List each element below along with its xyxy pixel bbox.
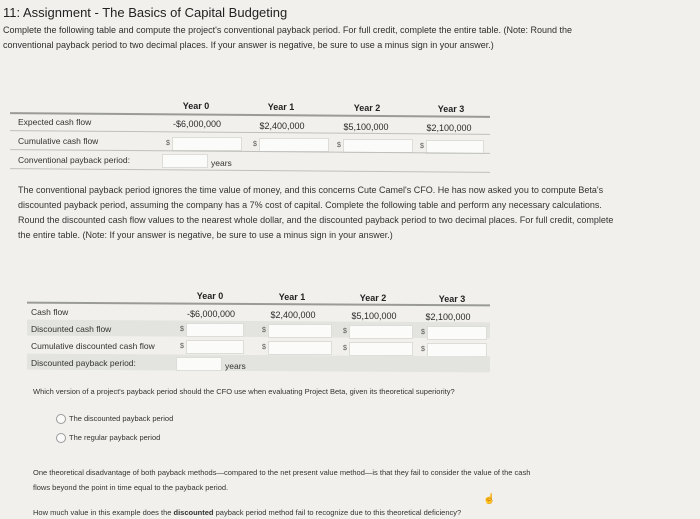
note-line: flows beyond the point in time equal to the payback period. xyxy=(33,483,229,492)
question-value-unrecognized xyxy=(33,508,461,517)
cumulative-cash-flow-year0-input[interactable] xyxy=(172,137,242,151)
table1-header-year2: Year 2 xyxy=(353,103,381,113)
option-regular-payback[interactable]: The regular payback period xyxy=(69,433,161,442)
instructions xyxy=(3,23,693,53)
discounted-cash-flow-label: Discounted cash flow xyxy=(31,324,112,334)
cumulative-discounted-year0-input[interactable] xyxy=(186,340,244,354)
discounted-payback-input[interactable] xyxy=(176,357,222,371)
question-which-version: Which version of a project's payback period should the CFO use when evaluating Project Beta, given its theoretical superiority? xyxy=(33,387,455,396)
disadvantage-note xyxy=(33,465,673,495)
currency-symbol: $ xyxy=(421,346,425,353)
conventional-payback-input[interactable] xyxy=(162,154,208,168)
discounted-cash-flow-year0-input[interactable] xyxy=(186,323,244,337)
expected-cash-flow-year2: $5,100,000 xyxy=(343,122,389,132)
discounted-cash-flow-year1-input[interactable] xyxy=(268,324,332,338)
table2-header-year3: Year 3 xyxy=(438,294,466,304)
discounted-cash-flow-year3-input[interactable] xyxy=(427,326,487,340)
expected-cash-flow-year3: $2,100,000 xyxy=(426,123,472,133)
cumulative-discounted-year2-input[interactable] xyxy=(349,342,413,356)
question2-bold: discounted xyxy=(173,508,214,517)
option-discounted-payback[interactable]: The discounted payback period xyxy=(69,414,174,423)
currency-symbol: $ xyxy=(180,326,184,333)
currency-symbol: $ xyxy=(166,140,170,147)
note-line: One theoretical disadvantage of both payback methods—compared to the net present value method—is that they fail to consider the value of the cash xyxy=(33,468,531,477)
table2-header-year1: Year 1 xyxy=(278,292,306,302)
cash-flow-year1: $2,400,000 xyxy=(270,310,316,320)
cumulative-discounted-label: Cumulative discounted cash flow xyxy=(31,341,155,351)
years-suffix: years xyxy=(211,158,232,168)
page-title: 11: Assignment - The Basics of Capital Budgeting xyxy=(3,5,288,20)
currency-symbol: $ xyxy=(420,143,424,150)
radio-discounted-payback[interactable] xyxy=(56,414,66,424)
table1-row-rule xyxy=(10,149,490,154)
expected-cash-flow-year1: $2,400,000 xyxy=(259,121,305,131)
currency-symbol: $ xyxy=(253,141,257,148)
radio-regular-payback[interactable] xyxy=(56,433,66,443)
currency-symbol: $ xyxy=(337,142,341,149)
table2-header-year0: Year 0 xyxy=(196,291,224,301)
table2-header-rule xyxy=(27,302,490,307)
cash-flow-label: Cash flow xyxy=(31,307,69,317)
currency-symbol: $ xyxy=(262,327,266,334)
instructions-line-1: Complete the following table and compute the project's conventional payback period. For full credit, complete the entire table. (Note: Round the xyxy=(3,25,573,35)
cumulative-discounted-year1-input[interactable] xyxy=(268,341,332,355)
table2-header-year2: Year 2 xyxy=(359,293,387,303)
table1-header-year0: Year 0 xyxy=(182,101,210,111)
conventional-payback-label: Conventional payback period: xyxy=(18,155,130,165)
paragraph-line: the entire table. (Note: If your answer is negative, be sure to use a minus sign in your answer.) xyxy=(18,230,393,240)
discounted-intro-paragraph xyxy=(18,183,678,243)
hand-cursor-icon: ☝ xyxy=(483,494,496,505)
table1-header-year1: Year 1 xyxy=(267,102,295,112)
question2-suffix: payback period method fail to recognize due to this theoretical deficiency? xyxy=(213,508,462,517)
currency-symbol: $ xyxy=(180,343,184,350)
instructions-line-2: conventional payback period to two decimal places. If your answer is negative, be sure to use a minus sign in your answer.) xyxy=(3,40,494,50)
expected-cash-flow-label: Expected cash flow xyxy=(18,117,92,127)
discounted-cash-flow-year2-input[interactable] xyxy=(349,325,413,339)
paragraph-line: Round the discounted cash flow values to the nearest whole dollar, and the discounted payback period to two decimal places. For full credit, complete xyxy=(18,215,614,225)
expected-cash-flow-year0: -$6,000,000 xyxy=(172,119,222,129)
cash-flow-year0: -$6,000,000 xyxy=(186,309,236,319)
paragraph-line: The conventional payback period ignores the time value of money, and this concerns Cute Camel's CFO. He has now asked you to compute Beta's xyxy=(18,185,604,195)
years-suffix: years xyxy=(225,361,246,371)
currency-symbol: $ xyxy=(421,329,425,336)
table1-header-year3: Year 3 xyxy=(437,104,465,114)
currency-symbol: $ xyxy=(343,345,347,352)
cumulative-cash-flow-year1-input[interactable] xyxy=(259,138,329,152)
cash-flow-year2: $5,100,000 xyxy=(351,311,397,321)
cumulative-discounted-year3-input[interactable] xyxy=(427,343,487,357)
discounted-payback-label: Discounted payback period: xyxy=(31,358,136,368)
cash-flow-year3: $2,100,000 xyxy=(425,312,471,322)
table1-bottom-rule xyxy=(10,168,490,173)
cumulative-cash-flow-label: Cumulative cash flow xyxy=(18,136,99,146)
currency-symbol: $ xyxy=(343,328,347,335)
paragraph-line: discounted payback period, assuming the company has a 7% cost of capital. Complete the following table and perform any necessary calculations. xyxy=(18,200,602,210)
currency-symbol: $ xyxy=(262,344,266,351)
question2-prefix: How much value in this example does the xyxy=(33,508,174,517)
